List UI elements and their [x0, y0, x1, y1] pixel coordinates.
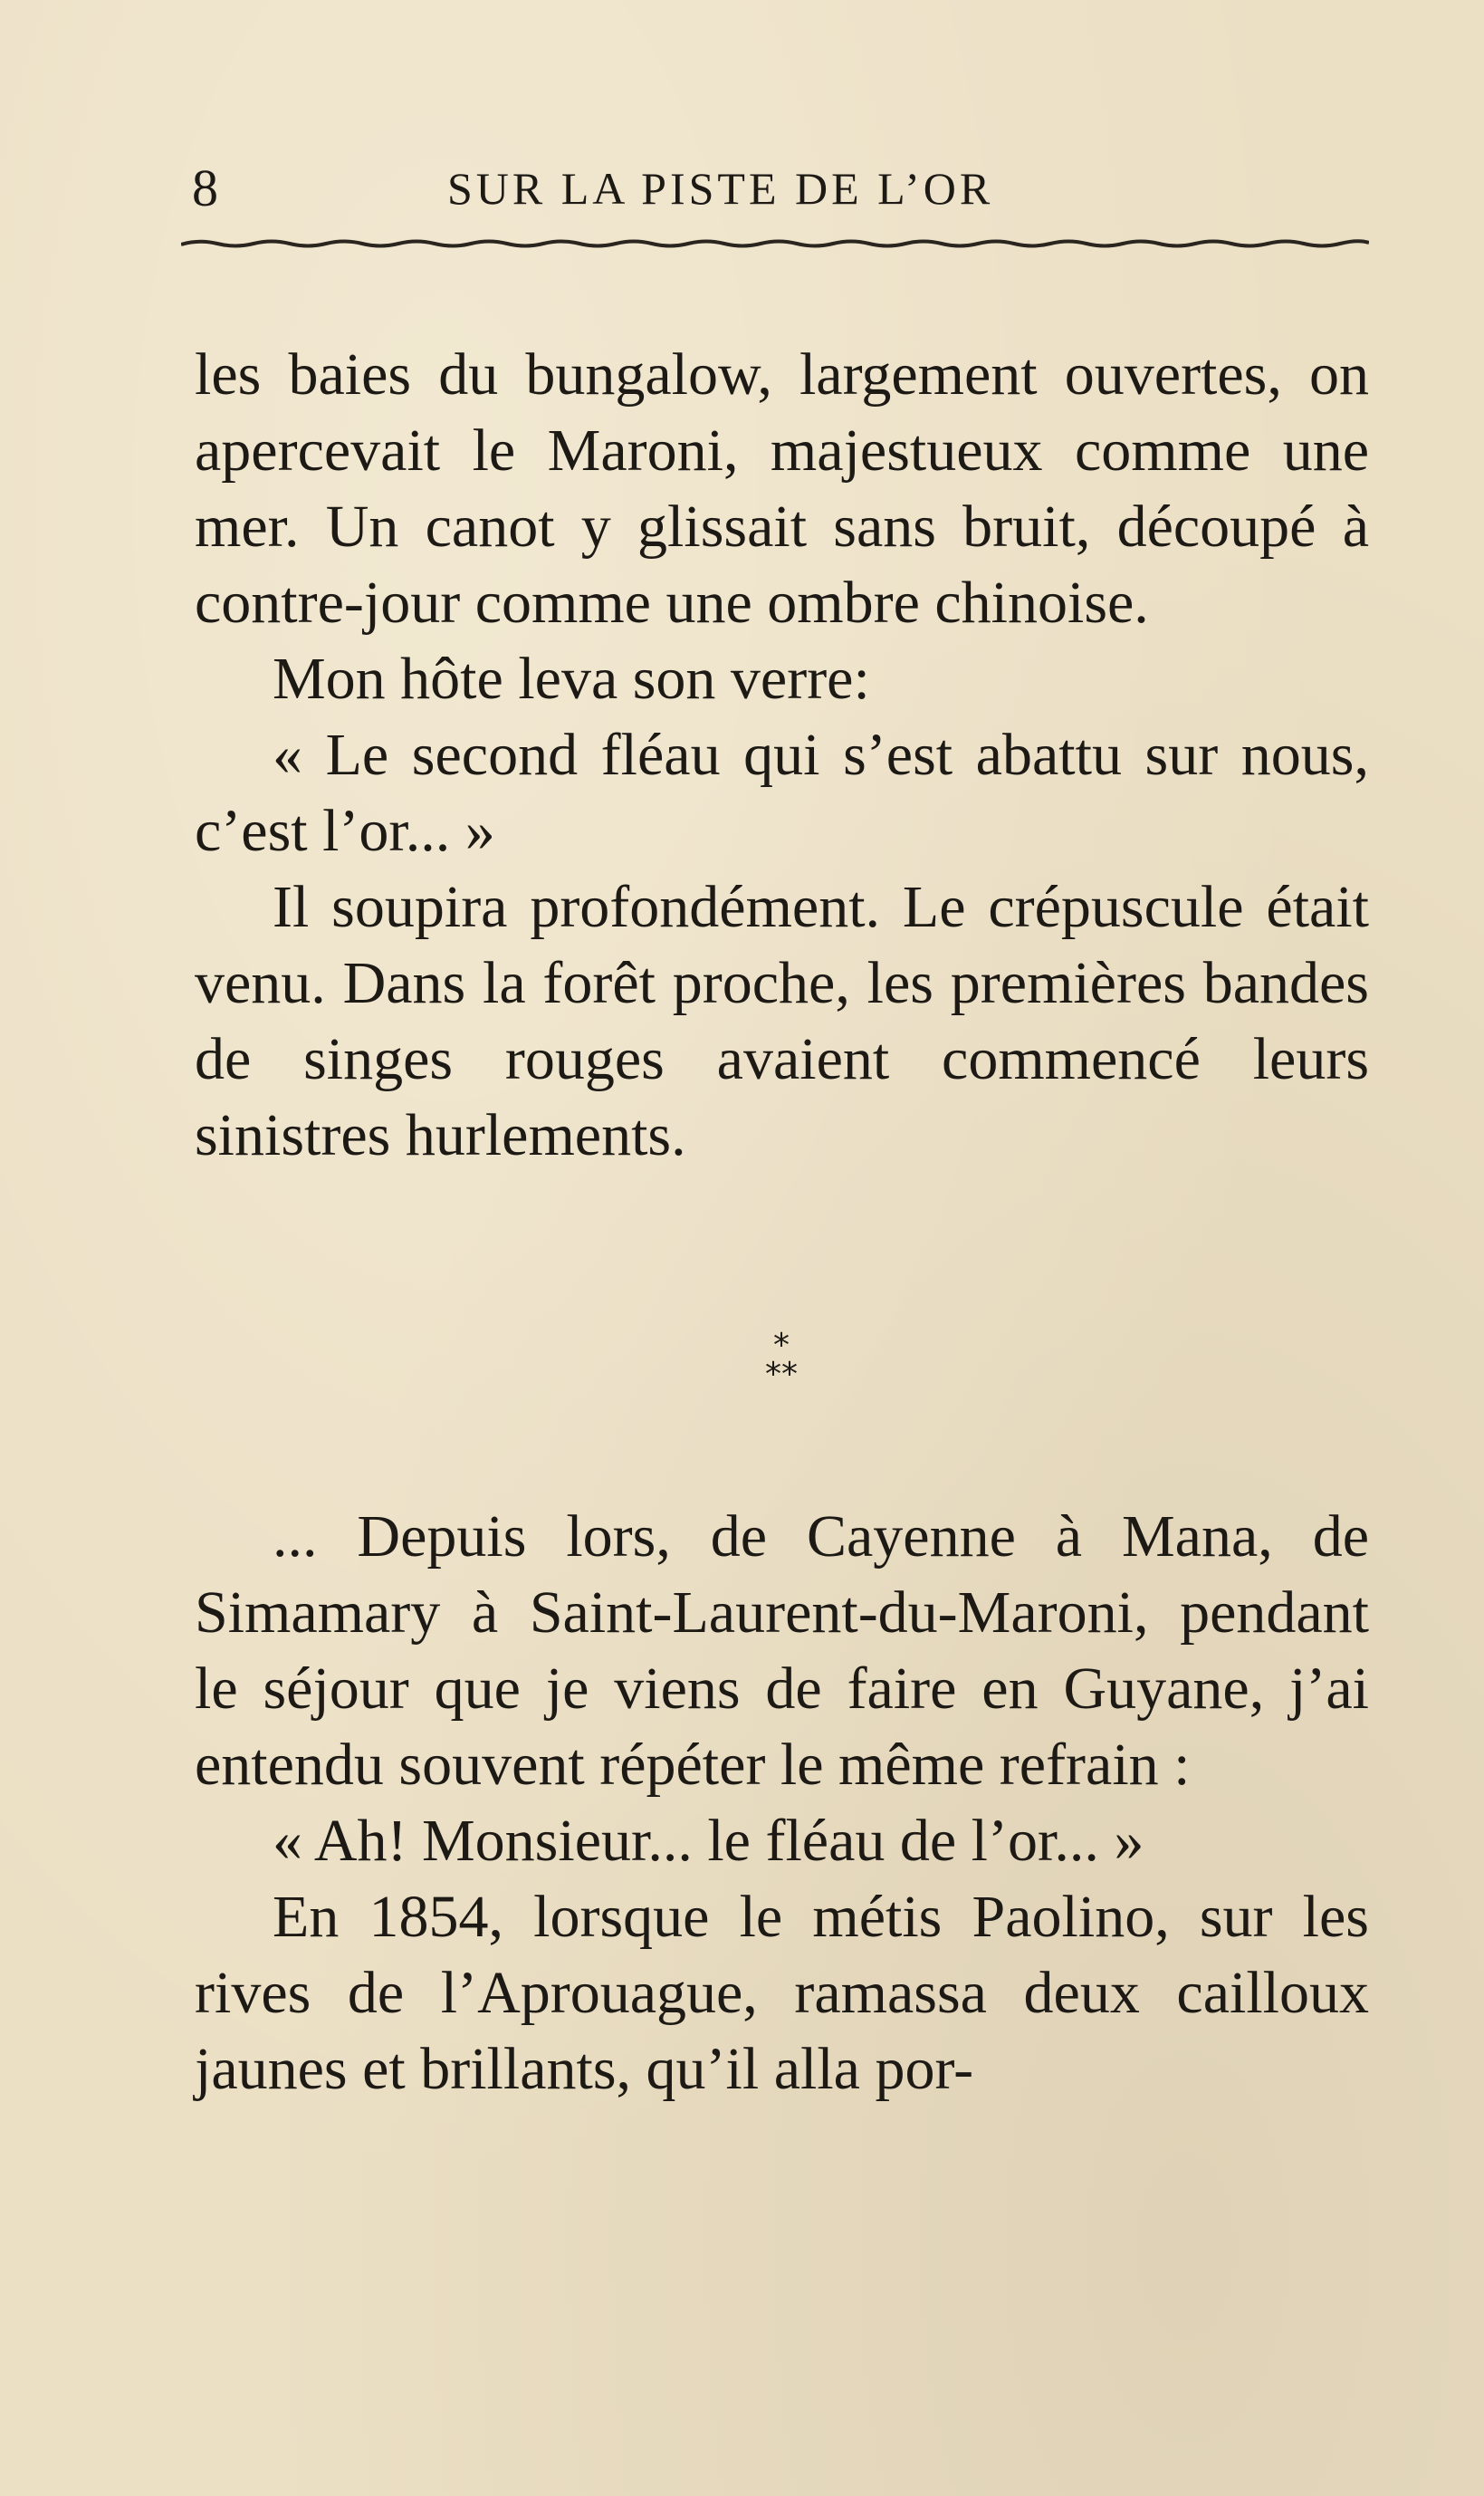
decorative-rule	[181, 237, 1369, 248]
paragraph: En 1854, lorsque le métis Paolino, sur les rives de l’Aprouague, ramassa deux cailloux jaunes et brillants, qu’il alla por-	[195, 1884, 1369, 2102]
paragraph: Mon hôte leva son verre:	[273, 646, 870, 712]
paragraph-quote: « Le second fléau qui s’est abattu sur nous, c’est l’or... »	[195, 722, 1369, 864]
asterism-top: *	[773, 1327, 790, 1364]
paragraph: les baies du bungalow, largement ouvertes, on apercevait le Maroni, majestueux comme une mer. Un canot y glissait sans bruit, découpé à contre-jour comme une ombre chinoise.	[195, 341, 1369, 636]
asterism-bottom: **	[765, 1356, 798, 1393]
text-block-after-break	[195, 1499, 1369, 2107]
page-number: 8	[192, 158, 218, 217]
running-head	[192, 152, 1369, 225]
paragraph: Il soupira profondément. Le crépuscule était venu. Dans la forêt proche, les premières bandes de singes rouges avaient commencé leurs sinistres hurlements.	[195, 874, 1369, 1168]
running-title: SUR LA PISTE DE L’OR	[447, 163, 994, 214]
text-block-before-break	[195, 337, 1369, 1174]
paragraph-quote: « Ah! Monsieur... le fléau de l’or... »	[273, 1808, 1144, 1874]
paragraph: ... Depuis lors, de Cayenne à Mana, de Simamary à Saint-Laurent-du-Maroni, pendant le séjour que je viens de faire en Guyane, j’ai entendu souvent répéter le même refrain :	[195, 1503, 1369, 1798]
asterism-separator	[732, 1327, 831, 1393]
